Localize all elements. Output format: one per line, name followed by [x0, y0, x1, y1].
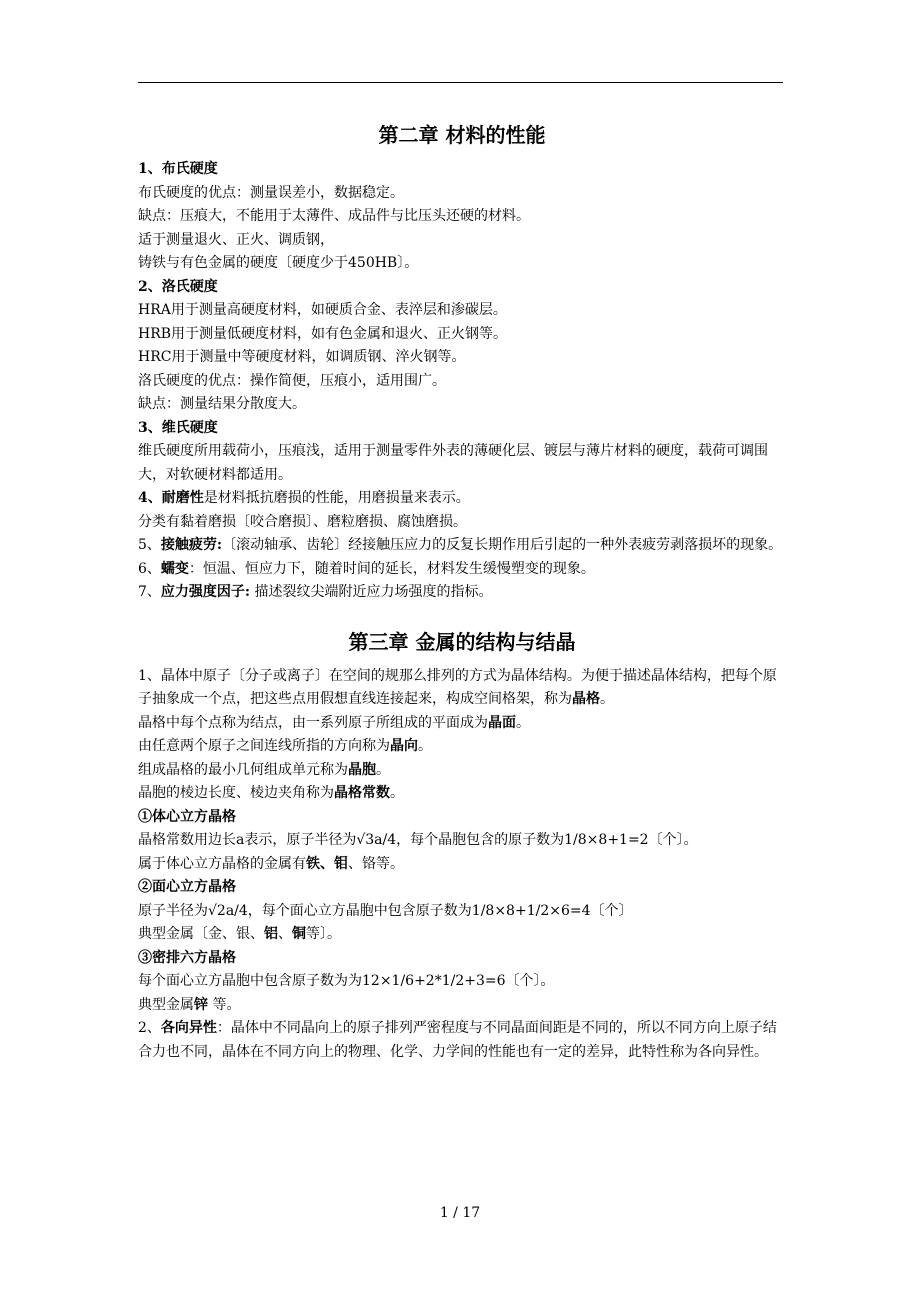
term-text: 是材料抵抗磨损的性能，用磨损量来表示。 [203, 490, 470, 506]
bold-term: 晶向 [390, 738, 418, 754]
text-run: 属于体心立方晶格的金属有 [138, 855, 306, 872]
text-run: 典型金属〔金、银、 [138, 926, 264, 942]
text-run: 。 [390, 785, 404, 801]
term-text: ：恒温、恒应力下，随着时间的延长，材料发生缓慢塑变的现象。 [188, 560, 595, 577]
term-text: ：晶体中不同晶向上的原子排列严密程度与不同晶面间距是不同的，所以不同方向上原子结合力也不同，晶体在不同方向上的物理、化学、力学间的性能也有一定的差异，此特性称为各向异性。 [138, 1020, 777, 1060]
paragraph [138, 853, 786, 877]
term-number: 4、 [138, 490, 162, 506]
section-heading: 1、布氏硬度 [138, 161, 218, 177]
text-run: 组成晶格的最小几何组成单元称为 [138, 761, 348, 778]
paragraph: 维氏硬度所用载荷小，压痕浅，适用于测量零件外表的薄硬化层、镀层与薄片材料的硬度，载荷可调围大，对软硬材料都适用。 [138, 443, 768, 483]
page-number: 1 / 17 [439, 1205, 481, 1221]
paragraph [138, 558, 786, 582]
paragraph: 晶格常数用边长a表示，原子半径为√3a/4，每个晶胞包含的原子数为1/8×8+1=2〔个〕。 [138, 832, 698, 848]
bold-term: 锌 [194, 996, 208, 1013]
text-run: 。 [376, 761, 390, 778]
term-text: 描述裂纹尖端附近应力场强度的指标。 [250, 584, 493, 600]
term: 各向异性 [160, 1020, 217, 1036]
paragraph [138, 994, 786, 1018]
term: 应力强度因子: [160, 584, 251, 600]
paragraph [138, 665, 786, 712]
bold-term: 晶格常数 [334, 785, 390, 801]
paragraph [138, 487, 786, 511]
section-heading: ②面心立方晶格 [138, 879, 236, 895]
term: 耐磨性 [161, 490, 204, 506]
paragraph [138, 759, 786, 783]
text-run: 等〕。 [306, 926, 341, 942]
paragraph: 分类有黏着磨损〔咬合磨损〕、磨粒磨损、腐蚀磨损。 [138, 513, 467, 530]
page-content [138, 118, 786, 1064]
paragraph: 缺点：测量结果分散度大。 [138, 396, 306, 412]
bold-term: 晶格 [572, 691, 600, 707]
paragraph: HRC用于测量中等硬度材料，如调质钢、淬火钢等。 [138, 349, 466, 365]
bold-term: 晶面 [488, 714, 516, 731]
paragraph [138, 534, 786, 558]
text-run: 典型金属 [138, 996, 194, 1013]
text-run: 。 [516, 714, 530, 731]
text-run: 。 [418, 738, 432, 754]
paragraph: HRB用于测量低硬度材料，如有色金属和退火、正火钢等。 [138, 325, 508, 342]
text-run: 等。 [208, 996, 241, 1013]
section-heading: 3、维氏硬度 [138, 419, 218, 436]
text-run: 。 [600, 691, 614, 707]
text-run: 由任意两个原子之间连线所指的方向称为 [138, 738, 390, 754]
paragraph: 洛氏硬度的优点：操作简便，压痕小，适用围广。 [138, 372, 446, 389]
term-number: 5、 [138, 537, 161, 553]
bold-term: 铝 [264, 926, 278, 942]
bold-term: 铜 [292, 926, 306, 942]
paragraph [138, 923, 786, 947]
paragraph [138, 712, 786, 736]
section-heading: ①体心立方晶格 [138, 808, 236, 825]
term-number: 2、 [138, 1020, 161, 1036]
paragraph: 原子半径为√2a/4，每个面心立方晶胞中包含原子数为1/8×8+1/2×6=4〔个〕 [138, 902, 633, 919]
chapter-2-title: 第二章 材料的性能 [378, 123, 546, 147]
text-run: 晶格中每个点称为结点，由一系列原子所组成的平面成为 [138, 714, 488, 731]
section-heading: ③密排六方晶格 [138, 949, 236, 966]
text-run: 、 [278, 926, 292, 942]
paragraph [138, 581, 786, 605]
chapter-3-title: 第三章 金属的结构与结晶 [348, 629, 576, 654]
bold-term: 铁、钼 [306, 855, 348, 872]
paragraph: 每个面心立方晶胞中包含原子数为为12×1/6+2*1/2+3=6〔个〕。 [138, 973, 555, 989]
term: 接触疲劳: [160, 537, 223, 553]
term-number: 7、 [138, 584, 161, 600]
text-run: 、铬等。 [348, 855, 404, 872]
bold-term: 晶胞 [348, 761, 376, 778]
text-run: 晶胞的棱边长度、棱边夹角称为 [138, 785, 334, 801]
paragraph [138, 735, 786, 759]
term-number: 6、 [138, 560, 161, 577]
paragraph: 布氏硬度的优点：测量误差小，数据稳定。 [138, 184, 404, 201]
paragraph: 缺点：压痕大，不能用于太薄件、成品件与比压头还硬的材料。 [138, 208, 530, 224]
paragraph: 铸铁与有色金属的硬度〔硬度少于450HB〕。 [138, 255, 419, 271]
section-heading: 2、洛氏硬度 [138, 278, 218, 295]
paragraph [138, 1017, 786, 1064]
term-text: 〔滚动轴承、齿轮〕经接触压应力的反复长期作用后引起的一种外表疲劳剥落损坏的现象。 [222, 537, 783, 553]
paragraph: 适于测量退火、正火、调质钢， [138, 231, 334, 248]
paragraph [138, 782, 786, 806]
header-rule [138, 82, 783, 83]
paragraph: HRA用于测量高硬度材料，如硬质合金、表淬层和渗碳层。 [138, 302, 507, 318]
text-run: 1、晶体中原子〔分子或离子〕在空间的规那么排列的方式为晶体结构。为便于描述晶体结构，把每个原子抽象成一个点，把这些点用假想直线连接起来，构成空间格架，称为 [138, 667, 777, 707]
term: 蠕变 [160, 560, 189, 577]
